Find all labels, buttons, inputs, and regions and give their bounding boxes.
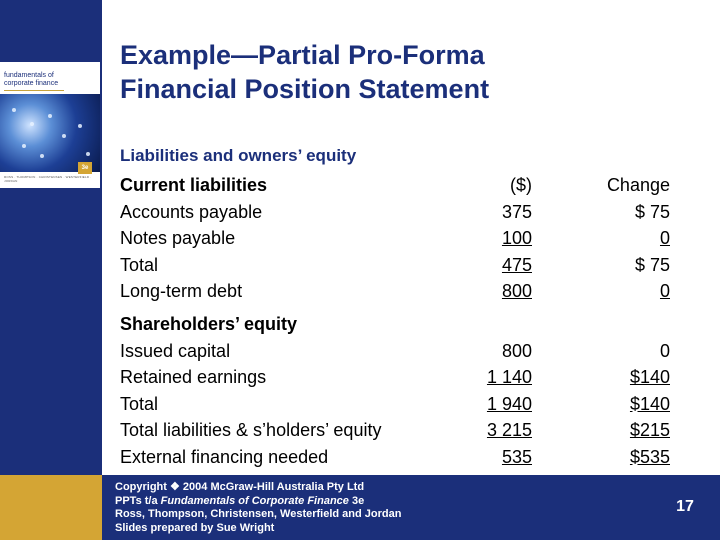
row-value: 475: [501, 254, 532, 275]
row-change: $ 75: [634, 254, 670, 275]
row-label: Total: [120, 254, 159, 275]
row-value: 800: [501, 281, 532, 301]
row-label: Shareholders’ equity: [120, 314, 298, 334]
row-label: Long-term debt: [120, 281, 243, 301]
edition-badge: 3e: [78, 162, 92, 174]
footer-line4: Slides prepared by Sue Wright: [115, 521, 275, 534]
row-change: $140: [629, 367, 670, 387]
footer-line1: Copyright ❖ 2004 McGraw-Hill Australia Pty Ltd: [115, 481, 365, 493]
row-value: 1 940: [486, 393, 532, 414]
slide-title: [120, 38, 700, 106]
book-cover-title: [4, 72, 58, 88]
book-cover-image: [0, 62, 100, 188]
footer-copyright: [115, 481, 401, 535]
row-value: 1 140: [486, 367, 532, 387]
slide-title-line2: Financial Position Statement: [120, 74, 490, 104]
row-value: 375: [501, 201, 532, 222]
row-change: $215: [629, 420, 670, 440]
book-cover-artwork: [0, 94, 100, 172]
column-header-change: Change: [606, 175, 670, 195]
row-label: External financing needed: [120, 446, 329, 467]
row-change: $535: [629, 446, 670, 467]
book-cover-authors: ROSS · THOMPSON · CHRISTENSEN · WESTERFIELD · JORDAN: [4, 175, 92, 183]
row-label: Total liabilities & s’holders’ equity: [120, 420, 382, 440]
footer-line2: [115, 495, 401, 509]
section-heading: Liabilities and owners’ equity: [120, 146, 357, 165]
row-value: 535: [501, 446, 532, 467]
column-header-value: ($): [510, 175, 532, 195]
book-cover-title-line2: corporate finance: [4, 80, 59, 87]
book-cover-rule: [4, 90, 64, 91]
row-label: Accounts payable: [120, 201, 263, 222]
row-value: 3 215: [486, 420, 532, 440]
slide-title-line1: Example—Partial Pro-Forma: [120, 40, 485, 70]
book-cover-title-line1: fundamentals of: [4, 72, 54, 79]
footer-gold-block: [0, 475, 102, 540]
row-label: Total: [120, 393, 159, 414]
row-label: Retained earnings: [120, 367, 267, 387]
row-value: 100: [501, 228, 532, 248]
footer-book-title: Fundamentals of Corporate Finance: [160, 494, 349, 507]
row-change: 0: [659, 281, 670, 301]
row-label: Notes payable: [120, 228, 236, 248]
row-change: 0: [659, 340, 670, 361]
row-label: Issued capital: [120, 340, 231, 361]
row-change: $140: [629, 393, 670, 414]
footer-line2-prefix: PPTs t/a: [115, 494, 161, 507]
page-number: 17: [676, 498, 694, 515]
row-label: Current liabilities: [120, 175, 268, 195]
footer-line2-suffix: 3e: [348, 494, 365, 507]
footer-line3: Ross, Thompson, Christensen, Westerfield and Jordan: [115, 508, 402, 520]
row-value: 800: [501, 340, 532, 361]
row-change: 0: [659, 228, 670, 248]
row-change: $ 75: [634, 201, 670, 222]
